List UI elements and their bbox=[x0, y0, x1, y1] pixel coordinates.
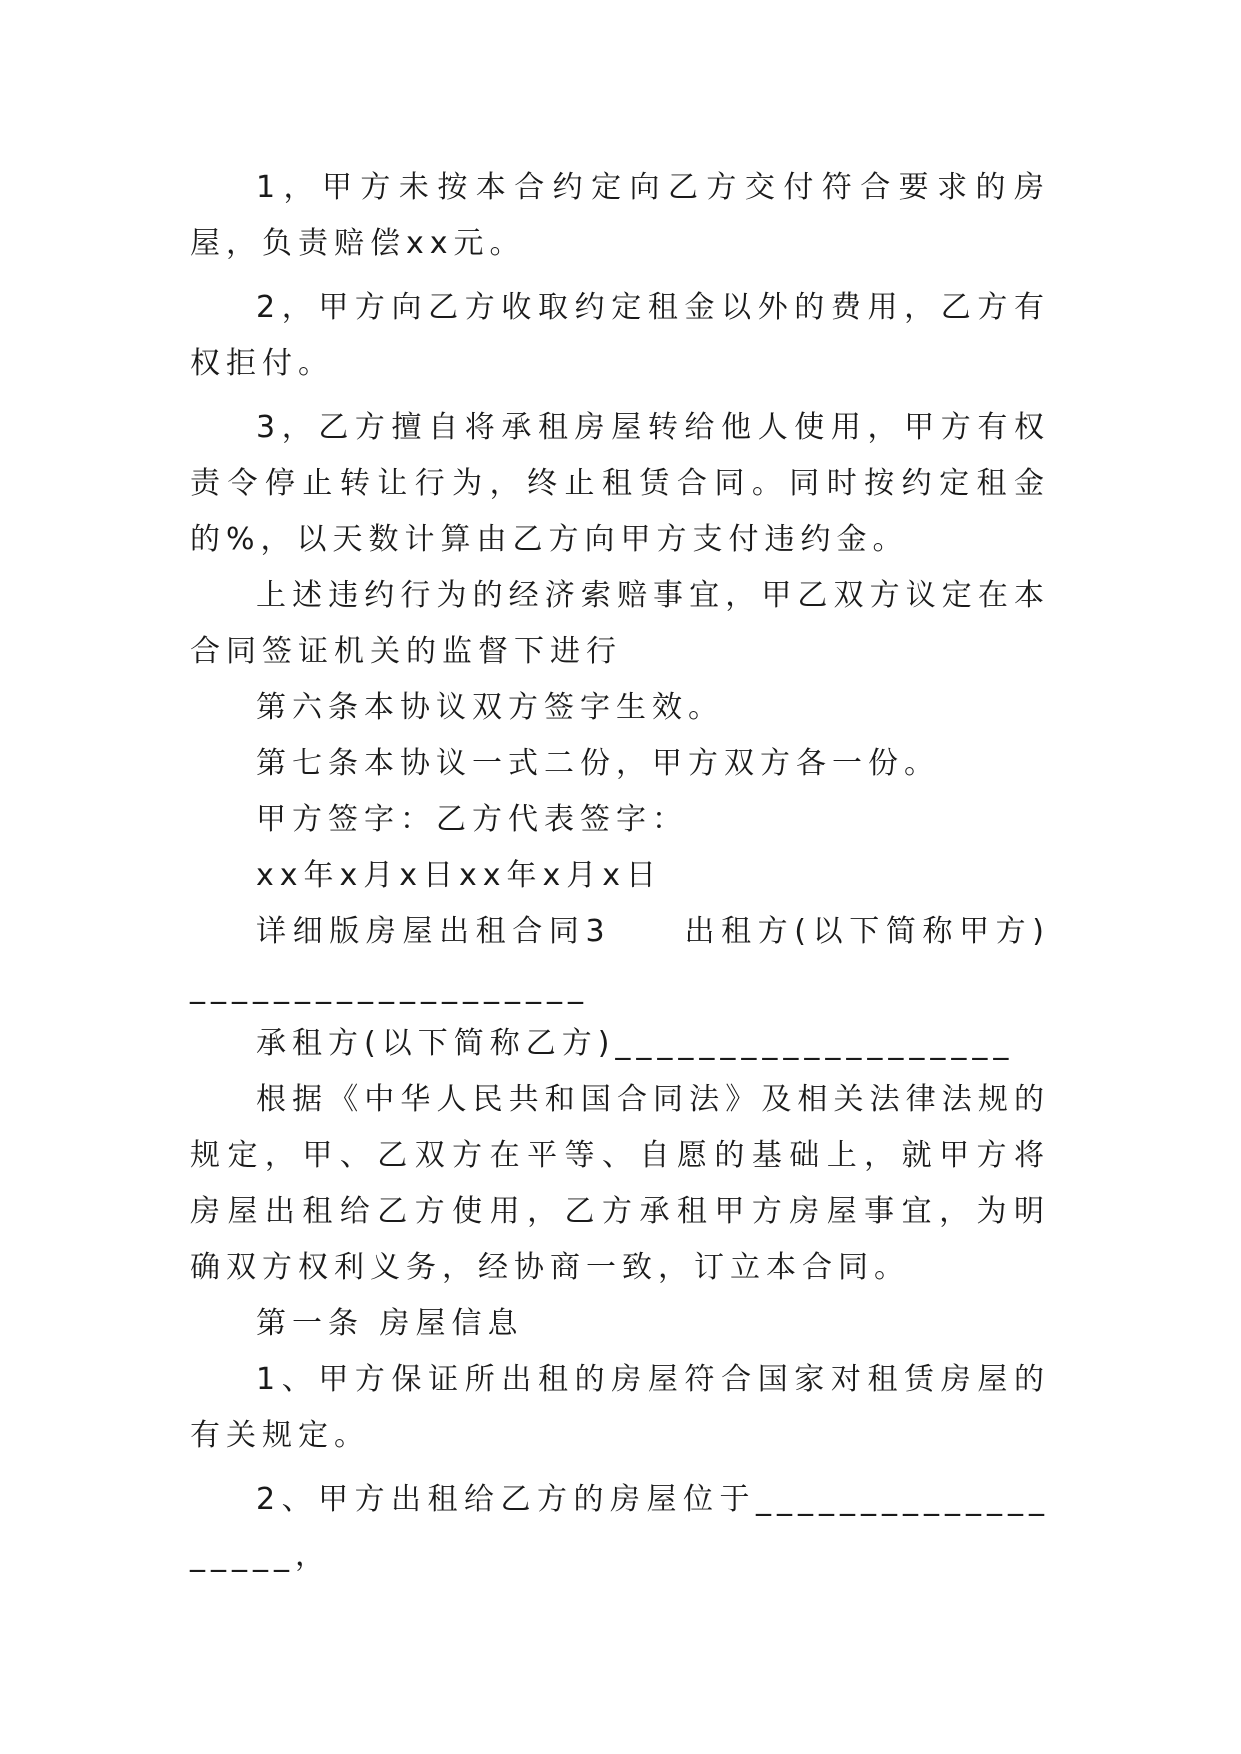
paragraph-text: 2，甲方向乙方收取约定租金以外的费用，乙方有权拒付。 bbox=[190, 290, 1050, 381]
paragraph-text: 1、甲方保证所出租的房屋符合国家对租赁房屋的有关规定。 bbox=[190, 1362, 1050, 1453]
contract-heading-lessor bbox=[190, 904, 1050, 1016]
paragraph-text: 上述违约行为的经济索赔事宜，甲乙双方议定在本合同签证机关的监督下进行 bbox=[190, 578, 1050, 669]
paragraph-text: 1，甲方未按本合约定向乙方交付符合要求的房屋，负责赔偿xx元。 bbox=[190, 170, 1050, 261]
paragraph-text: 根据《中华人民共和国合同法》及相关法律法规的规定，甲、乙双方在平等、自愿的基础上，就甲方将房屋出租给乙方使用，乙方承租甲方房屋事宜，为明确双方权利义务，经协商一致，订立本合同。 bbox=[190, 1082, 1050, 1285]
paragraph-suffix: ， bbox=[295, 1538, 331, 1573]
signature-line bbox=[190, 792, 1050, 848]
fill-in-blank: ___________________ bbox=[615, 1026, 1015, 1061]
article-one-heading bbox=[190, 1296, 1050, 1352]
clause-paragraph bbox=[190, 568, 1050, 680]
document-body bbox=[190, 160, 1050, 1584]
paragraph-text: 3，乙方擅自将承租房屋转给他人使用，甲方有权责令停止转让行为，终止租赁合同。同时按约定租金的%，以天数计算由乙方向甲方支付违约金。 bbox=[190, 410, 1050, 557]
paragraph-text: xx年x月x日xx年x月x日 bbox=[256, 858, 663, 893]
clause-paragraph bbox=[190, 1472, 1050, 1584]
preamble-paragraph bbox=[190, 1072, 1050, 1296]
clause-paragraph bbox=[190, 400, 1050, 568]
clause-paragraph bbox=[190, 280, 1050, 392]
fill-in-blank: ___________________ bbox=[190, 970, 589, 1005]
article-six bbox=[190, 680, 1050, 736]
paragraph-text: 承租方(以下简称乙方) bbox=[256, 1026, 616, 1061]
clause-paragraph bbox=[190, 160, 1050, 272]
paragraph-text: 详细版房屋出租合同3 出租方(以下简称甲方) bbox=[256, 914, 1050, 949]
article-seven bbox=[190, 736, 1050, 792]
date-line bbox=[190, 848, 1050, 904]
paragraph-text: 第一条 房屋信息 bbox=[256, 1306, 524, 1341]
paragraph-text: 第六条本协议双方签字生效。 bbox=[256, 690, 724, 725]
paragraph-text: 2、甲方出租给乙方的房屋位于 bbox=[256, 1482, 756, 1517]
paragraph-text: 甲方签字：乙方代表签字： bbox=[256, 802, 688, 837]
clause-paragraph bbox=[190, 1352, 1050, 1464]
paragraph-text: 第七条本协议一式二份，甲方双方各一份。 bbox=[256, 746, 940, 781]
fill-in-blank: ___________________ bbox=[190, 1482, 1050, 1573]
lessee-line bbox=[190, 1016, 1050, 1072]
